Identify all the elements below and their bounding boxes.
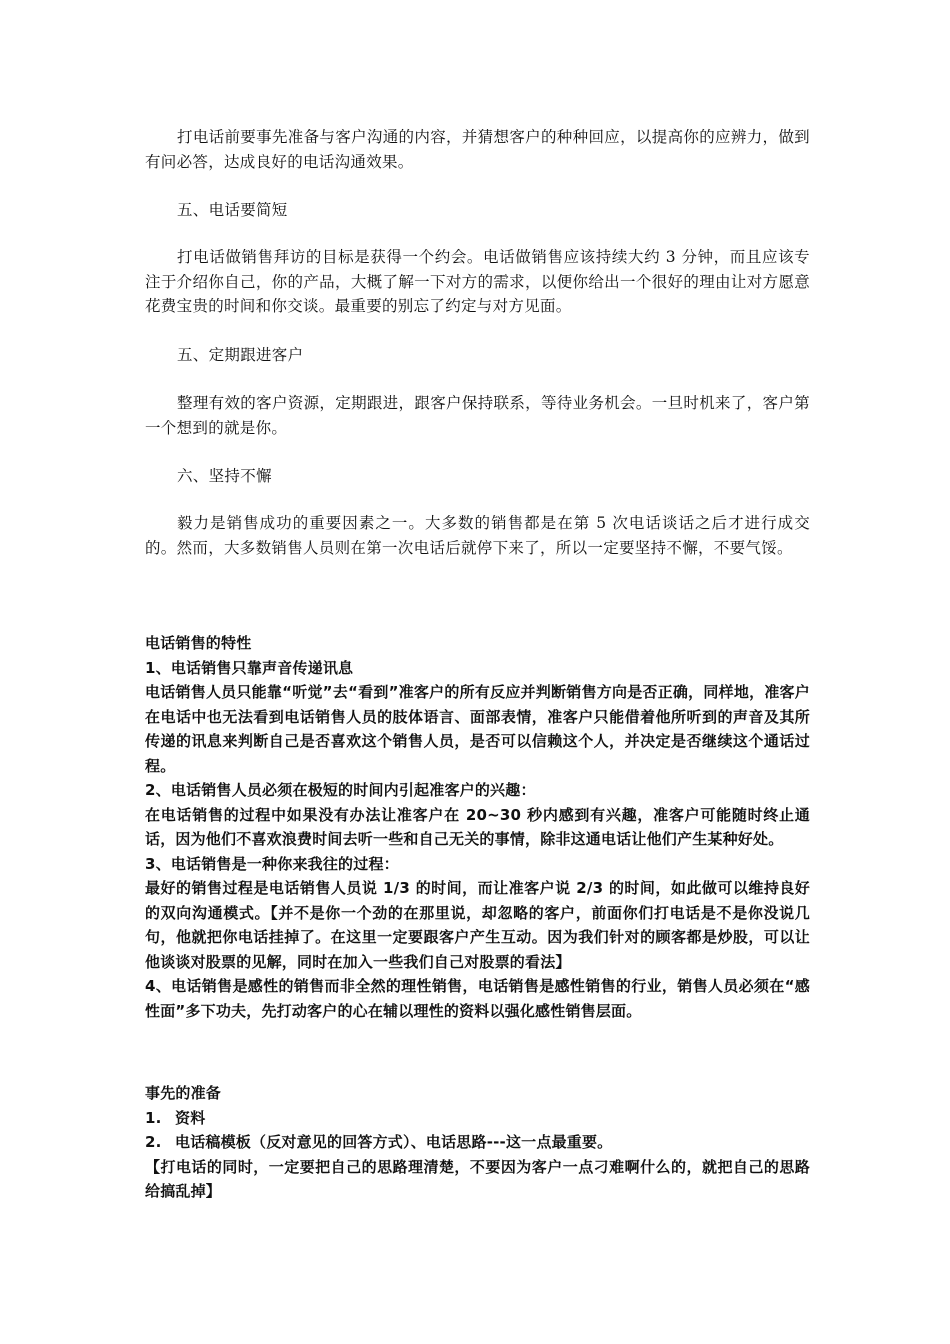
- traits-section: [145, 631, 810, 1023]
- traits-title: 电话销售的特性: [145, 634, 252, 652]
- trait-1-body: 电话销售人员只能靠“听觉”去“看到”准客户的所有反应并判断销售方向是否正确，同样地，准客户在电话中也无法看到电话销售人员的肢体语言、面部表情，准客户只能借着他所听到的声音及其所传递的讯息来判断自己是否喜欢这个销售人员，是否可以信赖这个人，并决定是否继续这个通话过程。: [145, 683, 810, 775]
- paragraph-persist: 毅力是销售成功的重要因素之一。大多数的销售都是在第 5 次电话谈话之后才进行成交的。然而，大多数销售人员则在第一次电话后就停下来了，所以一定要坚持不懈，不要气馁。: [145, 514, 810, 557]
- prep-item-2-number: 2.: [145, 1133, 162, 1151]
- paragraph-prepare-content: 打电话前要事先准备与客户沟通的内容，并猜想客户的种种回应，以提高你的应辨力，做到有问必答，达成良好的电话沟通效果。: [145, 128, 810, 171]
- trait-1-heading: 1、电话销售只靠声音传递讯息: [145, 658, 354, 677]
- prep-item-1: [145, 1106, 810, 1131]
- trait-3-heading: 3、电话销售是一种你来我往的过程：: [145, 854, 399, 873]
- heading-keep-short: 五、电话要简短: [177, 201, 288, 219]
- prep-item-2: [145, 1130, 810, 1155]
- trait-2-heading: 2、电话销售人员必须在极短的时间内引起准客户的兴趣：: [145, 781, 536, 799]
- prep-title: 事先的准备: [145, 1084, 222, 1102]
- heading-follow-up: 五、定期跟进客户: [177, 346, 304, 364]
- prep-item-1-number: 1.: [145, 1108, 162, 1127]
- prep-item-1-text: 资料: [175, 1108, 206, 1127]
- trait-3-body: 最好的销售过程是电话销售人员说 1/3 的时间，而让准客户说 2/3 的时间，如此做可以维持良好的双向沟通模式。【并不是你一个劲的在那里说，却忽略的客户，前面你们打电话是不是你没说几句，他就把你电话挂掉了。在这里一定要跟客户产生互动。因为我们针对的顾客都是炒股，可以让他谈谈对股票的见解，同时在加入一些我们自己对股票的看法】: [145, 879, 810, 971]
- prep-section: [145, 1081, 810, 1204]
- paragraph-follow-up: 整理有效的客户资源，定期跟进，跟客户保持联系，等待业务机会。一旦时机来了，客户第一个想到的就是你。: [145, 394, 810, 437]
- paragraph-keep-short: 打电话做销售拜访的目标是获得一个约会。电话做销售应该持续大约 3 分钟，而且应该专注于介绍你自己，你的产品，大概了解一下对方的需求，以便你给出一个很好的理由让对方愿意花费宝贵的时间和你交谈。最重要的别忘了约定与对方见面。: [145, 248, 810, 315]
- trait-4-body: 4、电话销售是感性的销售而非全然的理性销售，电话销售是感性销售的行业，销售人员必须在“感性面”多下功夫，先打动客户的心在辅以理性的资料以强化感性销售层面。: [145, 977, 810, 1020]
- heading-persist: 六、坚持不懈: [177, 467, 272, 485]
- prep-note: 【打电话的同时，一定要把自己的思路理清楚，不要因为客户一点刁难啊什么的，就把自己的思路给搞乱掉】: [145, 1157, 810, 1200]
- prep-item-2-text: 电话稿模板（反对意见的回答方式）、电话思路---这一点最重要。: [175, 1133, 613, 1151]
- trait-2-body: 在电话销售的过程中如果没有办法让准客户在 20~30 秒内感到有兴趣，准客户可能随时终止通话，因为他们不喜欢浪费时间去听一些和自己无关的事情，除非这通电话让他们产生某种好处。: [145, 805, 810, 848]
